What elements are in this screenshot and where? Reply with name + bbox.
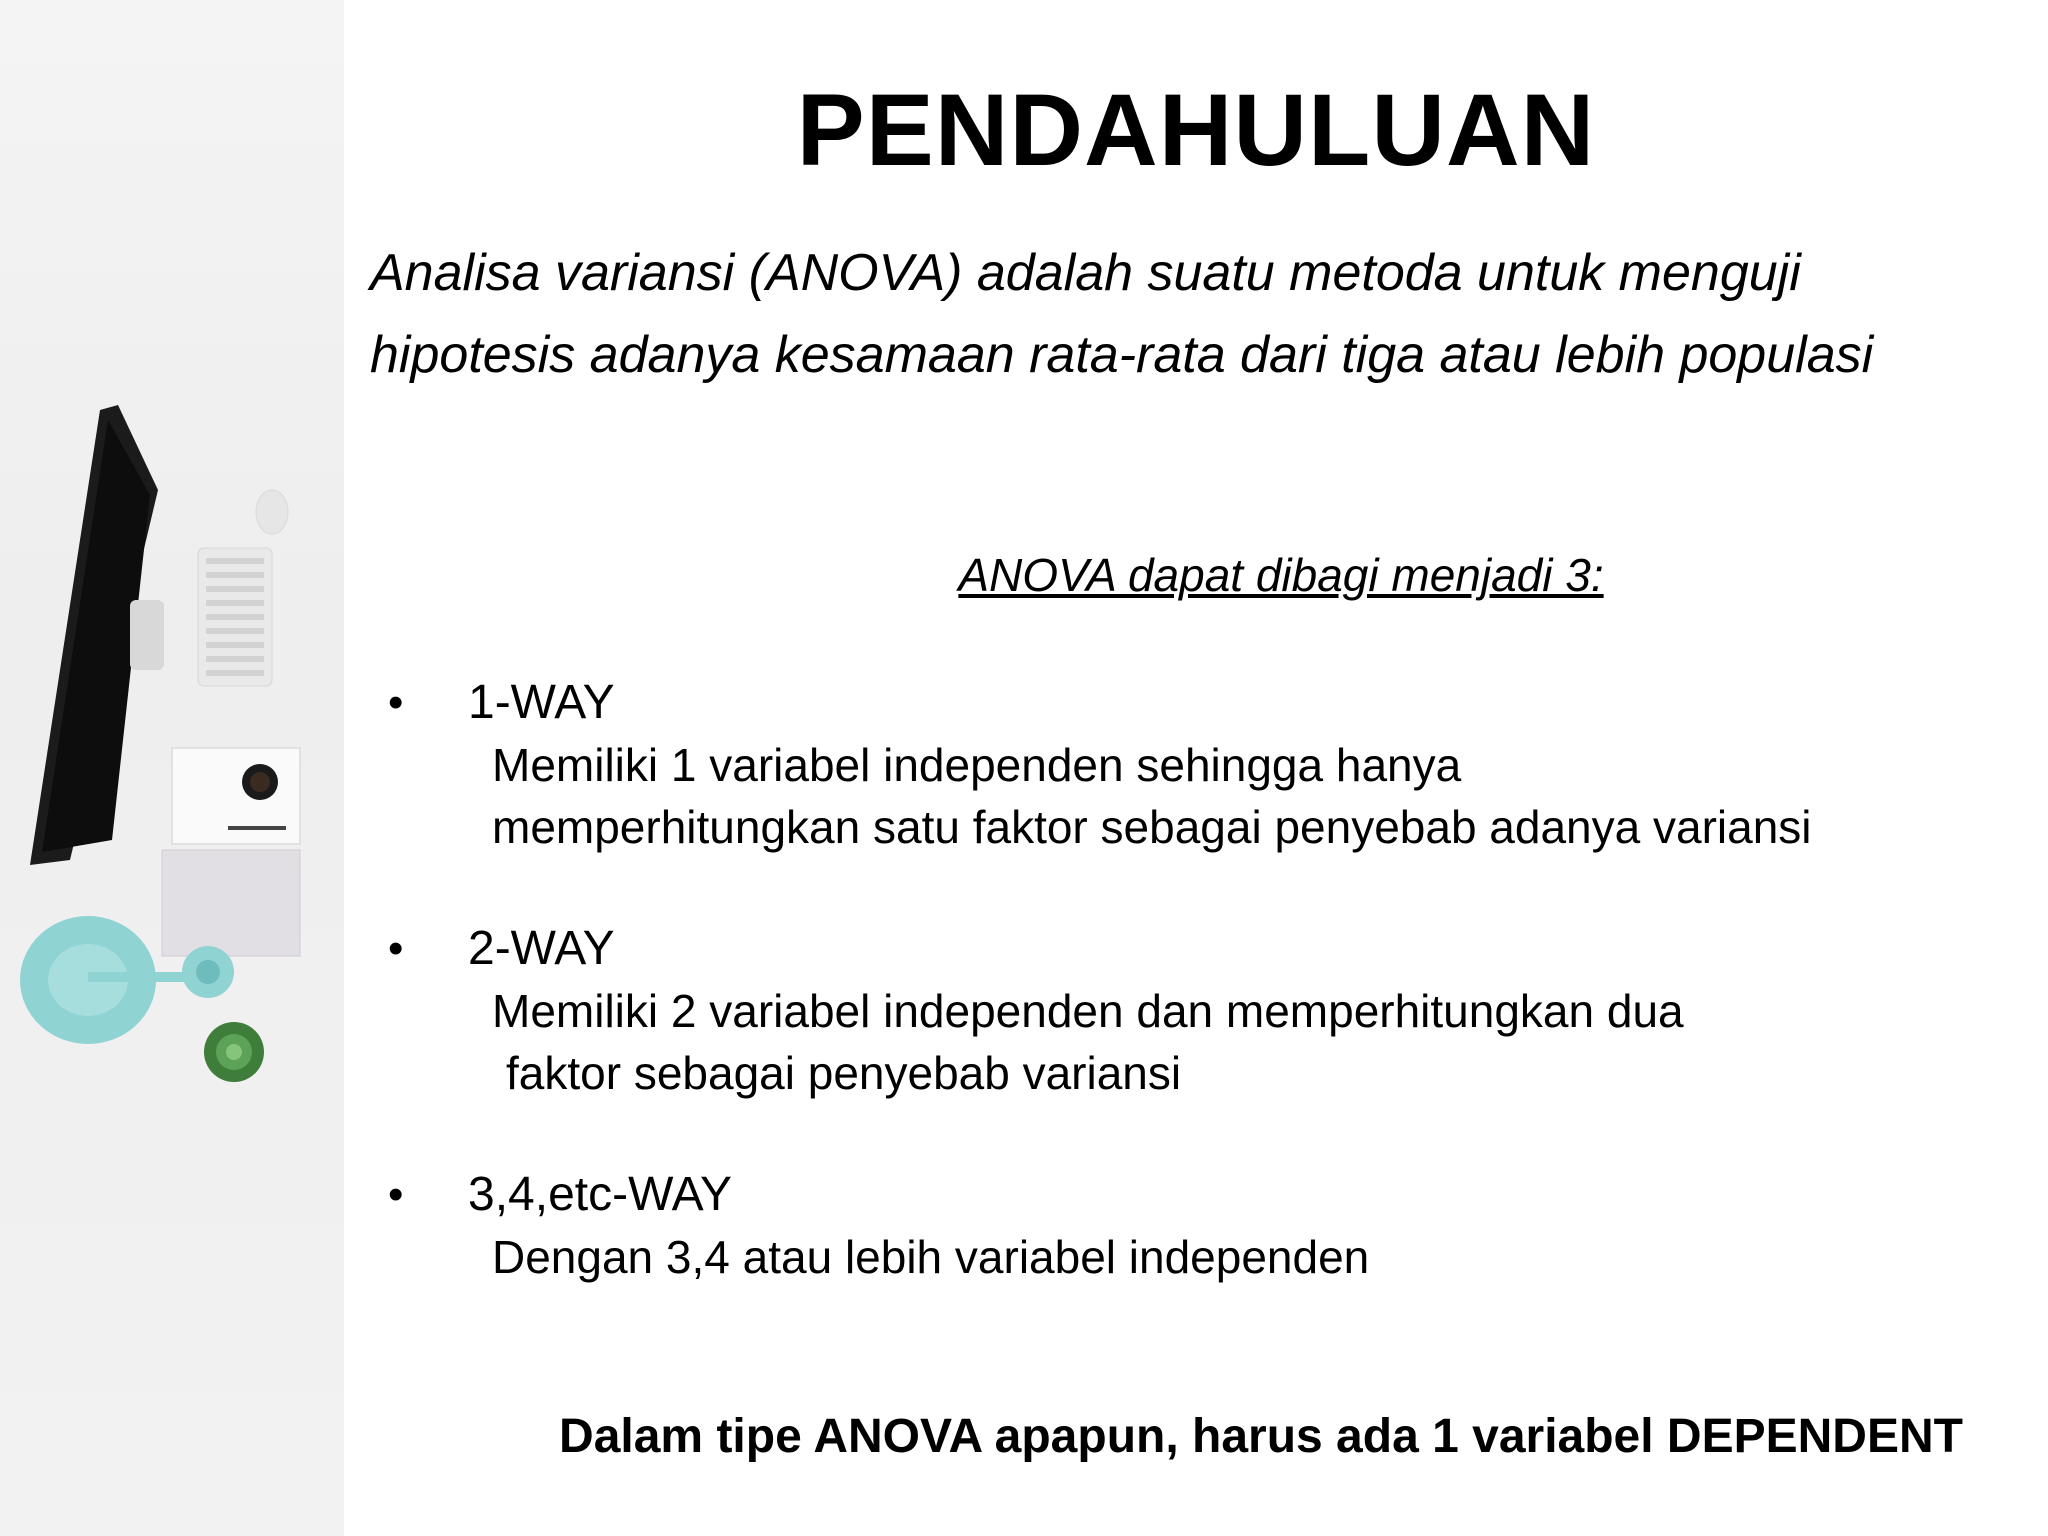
list-item xyxy=(388,1164,2008,1288)
item-description-line: Dengan 3,4 atau lebih variabel independen xyxy=(492,1231,1370,1283)
desk-illustration xyxy=(0,0,344,1536)
bullet-marker: • xyxy=(388,924,404,973)
bullet-marker: • xyxy=(388,678,404,727)
item-title: 3,4,etc-WAY xyxy=(468,1168,733,1221)
intro-paragraph: Analisa variansi (ANOVA) adalah suatu metoda untuk menguji hipotesis adanya kesamaan rata-rata dari tiga atau lebih populasi xyxy=(370,244,1874,384)
item-description xyxy=(492,980,2008,1104)
item-description-line: Memiliki 2 variabel independen dan memperhitungkan dua xyxy=(492,985,1684,1037)
keyboard-icon xyxy=(198,548,272,686)
item-title: 1-WAY xyxy=(468,676,615,729)
item-description-line: memperhitungkan satu faktor sebagai penyebab adanya variansi xyxy=(492,801,1812,853)
item-title: 2-WAY xyxy=(468,922,615,975)
decorative-desk-photo xyxy=(0,0,344,1536)
plant-icon xyxy=(204,1022,264,1082)
anova-type-list xyxy=(388,672,2008,1348)
slide-title: PENDAHULUAN xyxy=(796,73,1596,187)
section-subheading: ANOVA dapat dibagi menjadi 3: xyxy=(958,549,1604,601)
list-item xyxy=(388,672,2008,858)
mouse-icon xyxy=(256,490,288,534)
list-item xyxy=(388,918,2008,1104)
item-description-line: Memiliki 1 variabel independen sehingga hanya xyxy=(492,739,1462,791)
slide-footer-note: Dalam tipe ANOVA apapun, harus ada 1 variabel DEPENDENT xyxy=(559,1410,1963,1463)
item-description xyxy=(492,1226,2008,1288)
coffee-cup-icon xyxy=(242,764,278,800)
bullet-marker: • xyxy=(388,1170,404,1219)
notebook-icon xyxy=(162,748,300,956)
monitor-icon xyxy=(30,405,164,865)
item-description xyxy=(492,734,2008,858)
item-description-line: faktor sebagai penyebab variansi xyxy=(506,1047,1182,1099)
